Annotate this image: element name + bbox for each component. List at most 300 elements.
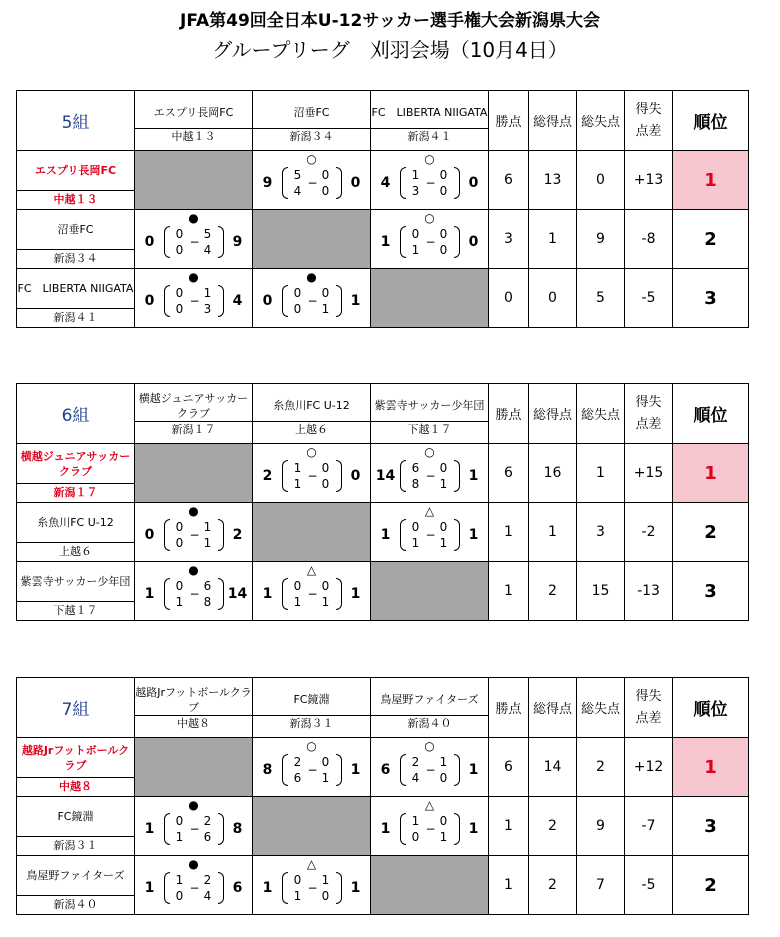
score-dash: −: [307, 587, 318, 601]
first-half-for: 2: [293, 755, 302, 769]
match-result: [135, 856, 252, 914]
result-mark: ○: [306, 445, 317, 459]
goals-against: 9: [577, 210, 625, 269]
goal-difference: -5: [625, 269, 673, 328]
score-line: [371, 753, 488, 787]
group-name: 5組: [17, 91, 135, 151]
half-scores: [164, 518, 224, 552]
second-half-for: 1: [293, 477, 302, 491]
result-mark: ○: [424, 152, 435, 166]
second-half-for: 0: [175, 243, 184, 257]
first-half-against: 0: [321, 286, 330, 300]
second-half-for: 1: [175, 595, 184, 609]
score-line: [371, 518, 488, 552]
score-for: 1: [380, 821, 391, 837]
column-team-name: 鳥屋野ファイターズ: [380, 693, 479, 706]
score-for: 1: [144, 586, 155, 602]
first-half-against: 0: [439, 461, 448, 475]
match-result-cell: [371, 503, 489, 562]
team-row: [17, 797, 749, 856]
column-team-seed: 中越１３: [135, 128, 252, 144]
result-mark: ●: [188, 270, 199, 284]
second-half-against: 1: [321, 595, 330, 609]
column-team-header: [253, 91, 371, 151]
team-row: [17, 856, 749, 915]
first-half-for: 0: [293, 873, 302, 887]
header-goals-for: 総得点: [529, 91, 577, 151]
match-result-cell: [371, 444, 489, 503]
score-dash: −: [425, 763, 436, 777]
column-team-name: 糸魚川FC U-12: [273, 399, 350, 412]
row-team-name: 鳥屋野ファイターズ: [26, 869, 125, 882]
score-for: 14: [375, 468, 396, 484]
self-match-cell: [135, 738, 253, 797]
score-line: [371, 166, 488, 200]
self-match-cell: [371, 856, 489, 915]
goal-difference: +15: [625, 444, 673, 503]
match-result: [135, 503, 252, 561]
first-half-for: 0: [175, 286, 184, 300]
score-for: 0: [144, 234, 155, 250]
header-win-points: 勝点: [489, 384, 529, 444]
first-half-against: 0: [321, 579, 330, 593]
rank: 2: [673, 210, 749, 269]
goals-for: 2: [529, 562, 577, 621]
header-rank: 順位: [673, 91, 749, 151]
row-team-seed: 下越１７: [17, 601, 134, 620]
self-match-cell: [371, 269, 489, 328]
score-against: 1: [350, 880, 361, 896]
column-team-header: [135, 384, 253, 444]
match-result: [253, 738, 370, 796]
match-result: [371, 503, 488, 561]
self-match-cell: [253, 210, 371, 269]
first-half-for: 0: [411, 520, 420, 534]
score-for: 8: [262, 762, 273, 778]
win-points: 6: [489, 151, 529, 210]
first-half-against: 0: [439, 814, 448, 828]
score-against: 1: [468, 468, 479, 484]
score-line: [253, 284, 370, 318]
score-dash: −: [189, 587, 200, 601]
match-result: [253, 444, 370, 502]
score-line: [135, 284, 252, 318]
match-result: [135, 210, 252, 268]
row-team-seed: 新潟３４: [17, 249, 134, 268]
first-half-against: 2: [203, 814, 212, 828]
result-mark: △: [424, 504, 435, 518]
row-team-cell: [17, 210, 135, 269]
goal-difference: +12: [625, 738, 673, 797]
second-half-against: 1: [203, 536, 212, 550]
second-half-against: 1: [321, 302, 330, 316]
header-rank: 順位: [673, 384, 749, 444]
header-goals-against: 総失点: [577, 678, 625, 738]
second-half-against: 1: [439, 536, 448, 550]
result-mark: ○: [306, 739, 317, 753]
match-result-cell: [253, 444, 371, 503]
column-team-seed: 新潟１７: [135, 421, 252, 437]
score-against: 14: [227, 586, 248, 602]
match-result: [371, 444, 488, 502]
score-against: 2: [232, 527, 243, 543]
first-half-for: 1: [293, 461, 302, 475]
second-half-for: 0: [175, 302, 184, 316]
half-scores: [282, 871, 342, 905]
half-scores: [164, 284, 224, 318]
first-half-against: 0: [321, 755, 330, 769]
first-half-for: 5: [293, 168, 302, 182]
header-goals-for: 総得点: [529, 678, 577, 738]
first-half-against: 0: [321, 168, 330, 182]
first-half-for: 1: [411, 168, 420, 182]
row-team-name: エスプリ長岡FC: [34, 164, 117, 177]
match-result: [253, 562, 370, 620]
half-scores: [400, 753, 460, 787]
match-result-cell: [135, 797, 253, 856]
column-team-name: 越路Jrフットボールクラブ: [135, 685, 252, 714]
second-half-for: 0: [411, 830, 420, 844]
rank: 3: [673, 269, 749, 328]
half-scores: [400, 459, 460, 493]
row-team-name: 紫雲寺サッカー少年団: [20, 575, 131, 588]
row-team-name: 沼垂FC: [57, 223, 94, 236]
first-half-against: 2: [203, 873, 212, 887]
score-for: 1: [380, 527, 391, 543]
goals-against: 2: [577, 738, 625, 797]
header-goals-against: 総失点: [577, 91, 625, 151]
row-team-cell: [17, 738, 135, 797]
score-dash: −: [425, 235, 436, 249]
win-points: 1: [489, 856, 529, 915]
match-result-cell: [253, 856, 371, 915]
row-team-name: FC鏡淵: [57, 810, 94, 823]
column-team-name: 横越ジュニアサッカークラブ: [138, 391, 249, 420]
second-half-against: 0: [439, 771, 448, 785]
first-half-against: 1: [203, 286, 212, 300]
win-points: 1: [489, 797, 529, 856]
score-against: 0: [350, 175, 361, 191]
score-against: 1: [350, 762, 361, 778]
self-match-cell: [135, 444, 253, 503]
header-goals-against: 総失点: [577, 384, 625, 444]
self-match-cell: [253, 797, 371, 856]
group-name: 6組: [17, 384, 135, 444]
match-result: [135, 269, 252, 327]
match-result: [371, 210, 488, 268]
goals-for: 1: [529, 503, 577, 562]
first-half-for: 0: [175, 814, 184, 828]
row-team-seed: 新潟３１: [17, 836, 134, 855]
half-scores: [164, 225, 224, 259]
second-half-against: 4: [203, 889, 212, 903]
score-for: 0: [144, 527, 155, 543]
score-for: 1: [144, 880, 155, 896]
half-scores: [282, 166, 342, 200]
goal-difference: -13: [625, 562, 673, 621]
row-team-name: 横越ジュニアサッカークラブ: [20, 449, 131, 478]
second-half-against: 6: [203, 830, 212, 844]
column-team-name: FC鏡淵: [293, 693, 330, 706]
first-half-against: 0: [439, 520, 448, 534]
column-team-header: [371, 384, 489, 444]
goals-against: 5: [577, 269, 625, 328]
team-row: [17, 151, 749, 210]
first-half-for: 1: [175, 873, 184, 887]
second-half-for: 4: [293, 184, 302, 198]
score-dash: −: [307, 294, 318, 308]
row-team-seed: 中越１３: [17, 190, 134, 209]
score-for: 1: [144, 821, 155, 837]
second-half-against: 0: [439, 243, 448, 257]
first-half-against: 0: [439, 227, 448, 241]
row-team-cell: [17, 269, 135, 328]
first-half-against: 1: [439, 755, 448, 769]
first-half-for: 0: [175, 227, 184, 241]
column-team-seed: 上越６: [253, 421, 370, 437]
score-for: 4: [380, 175, 391, 191]
result-mark: ●: [188, 798, 199, 812]
second-half-for: 0: [175, 889, 184, 903]
score-against: 0: [468, 175, 479, 191]
page-subtitle: グループリーグ 刈羽会場（10月4日）: [212, 38, 568, 62]
goal-difference: +13: [625, 151, 673, 210]
score-dash: −: [189, 235, 200, 249]
goal-difference: -5: [625, 856, 673, 915]
row-team-seed: 上越６: [17, 542, 134, 561]
column-team-name: エスプリ長岡FC: [153, 106, 234, 119]
second-half-against: 1: [439, 830, 448, 844]
goals-for: 14: [529, 738, 577, 797]
score-dash: −: [425, 822, 436, 836]
row-team-cell: [17, 856, 135, 915]
result-mark: △: [306, 563, 317, 577]
self-match-cell: [135, 151, 253, 210]
score-against: 8: [232, 821, 243, 837]
row-team-cell: [17, 151, 135, 210]
score-line: [253, 577, 370, 611]
score-line: [135, 577, 252, 611]
column-team-seed: 新潟４０: [371, 715, 488, 731]
group-table: [16, 677, 749, 915]
score-dash: −: [189, 881, 200, 895]
win-points: 1: [489, 503, 529, 562]
win-points: 3: [489, 210, 529, 269]
header-win-points: 勝点: [489, 91, 529, 151]
score-against: 9: [232, 234, 243, 250]
team-row: [17, 210, 749, 269]
header-goal-difference: 得失点差: [625, 678, 673, 738]
first-half-against: 1: [321, 873, 330, 887]
column-team-header: [135, 91, 253, 151]
match-result: [253, 856, 370, 914]
score-line: [371, 225, 488, 259]
second-half-against: 0: [439, 184, 448, 198]
team-row: [17, 503, 749, 562]
team-row: [17, 738, 749, 797]
page-title: JFA第49回全日本U-12サッカー選手権大会新潟県大会: [180, 11, 600, 31]
first-half-for: 0: [293, 286, 302, 300]
score-against: 1: [350, 293, 361, 309]
score-for: 1: [262, 880, 273, 896]
column-team-seed: 新潟４１: [371, 128, 488, 144]
match-result: [371, 151, 488, 209]
goals-for: 1: [529, 210, 577, 269]
match-result: [253, 269, 370, 327]
match-result-cell: [371, 151, 489, 210]
match-result: [135, 562, 252, 620]
result-mark: △: [306, 857, 317, 871]
match-result-cell: [135, 269, 253, 328]
self-match-cell: [253, 503, 371, 562]
match-result: [135, 797, 252, 855]
first-half-for: 6: [411, 461, 420, 475]
row-team-cell: [17, 444, 135, 503]
rank: 2: [673, 503, 749, 562]
second-half-for: 0: [175, 536, 184, 550]
score-line: [135, 225, 252, 259]
column-team-header: [253, 678, 371, 738]
win-points: 6: [489, 738, 529, 797]
score-against: 1: [468, 821, 479, 837]
goals-against: 1: [577, 444, 625, 503]
second-half-for: 3: [411, 184, 420, 198]
group-table: [16, 383, 749, 621]
first-half-for: 0: [411, 227, 420, 241]
goals-for: 2: [529, 856, 577, 915]
score-for: 6: [380, 762, 391, 778]
match-result-cell: [135, 503, 253, 562]
score-against: 0: [468, 234, 479, 250]
half-scores: [400, 518, 460, 552]
first-half-for: 0: [175, 520, 184, 534]
self-match-cell: [371, 562, 489, 621]
score-line: [371, 459, 488, 493]
score-for: 2: [262, 468, 273, 484]
goals-against: 9: [577, 797, 625, 856]
column-team-name: FC LIBERTA NIIGATA: [371, 106, 488, 119]
column-team-seed: 下越１７: [371, 421, 488, 437]
score-for: 9: [262, 175, 273, 191]
second-half-for: 0: [293, 302, 302, 316]
rank: 3: [673, 562, 749, 621]
goals-for: 2: [529, 797, 577, 856]
goals-against: 15: [577, 562, 625, 621]
score-dash: −: [189, 528, 200, 542]
rank: 1: [673, 151, 749, 210]
half-scores: [164, 871, 224, 905]
match-result-cell: [253, 269, 371, 328]
second-half-for: 6: [293, 771, 302, 785]
result-mark: ●: [306, 270, 317, 284]
team-row: [17, 562, 749, 621]
score-dash: −: [425, 176, 436, 190]
row-team-cell: [17, 562, 135, 621]
second-half-for: 1: [293, 595, 302, 609]
score-against: 6: [232, 880, 243, 896]
group-name: 7組: [17, 678, 135, 738]
half-scores: [282, 753, 342, 787]
half-scores: [164, 812, 224, 846]
result-mark: △: [424, 798, 435, 812]
win-points: 1: [489, 562, 529, 621]
half-scores: [282, 459, 342, 493]
match-result-cell: [135, 856, 253, 915]
goals-against: 0: [577, 151, 625, 210]
column-team-name: 紫雲寺サッカー少年団: [374, 399, 485, 412]
goals-for: 0: [529, 269, 577, 328]
match-result: [253, 151, 370, 209]
match-result-cell: [253, 562, 371, 621]
score-against: 1: [468, 527, 479, 543]
score-line: [253, 459, 370, 493]
row-team-seed: 新潟４０: [17, 895, 134, 914]
result-mark: ●: [188, 211, 199, 225]
half-scores: [400, 812, 460, 846]
group-table: [16, 90, 749, 328]
score-dash: −: [307, 469, 318, 483]
score-for: 1: [262, 586, 273, 602]
score-line: [135, 812, 252, 846]
team-row: [17, 269, 749, 328]
column-team-header: [135, 678, 253, 738]
result-mark: ○: [424, 739, 435, 753]
second-half-against: 0: [321, 477, 330, 491]
second-half-for: 8: [411, 477, 420, 491]
second-half-against: 8: [203, 595, 212, 609]
result-mark: ●: [188, 563, 199, 577]
first-half-for: 1: [411, 814, 420, 828]
score-line: [371, 812, 488, 846]
match-result-cell: [253, 738, 371, 797]
rank: 2: [673, 856, 749, 915]
half-scores: [282, 577, 342, 611]
row-team-seed: 新潟４１: [17, 308, 134, 327]
score-dash: −: [307, 881, 318, 895]
first-half-against: 0: [439, 168, 448, 182]
row-team-cell: [17, 503, 135, 562]
result-mark: ○: [424, 211, 435, 225]
rank: 1: [673, 444, 749, 503]
row-team-name: 越路Jrフットボールクラブ: [21, 743, 130, 772]
score-dash: −: [189, 294, 200, 308]
row-team-seed: 中越８: [17, 777, 134, 796]
match-result-cell: [371, 738, 489, 797]
score-line: [253, 166, 370, 200]
goal-difference: -7: [625, 797, 673, 856]
result-mark: ○: [424, 445, 435, 459]
rank: 1: [673, 738, 749, 797]
score-line: [253, 871, 370, 905]
first-half-against: 0: [321, 461, 330, 475]
second-half-for: 4: [411, 771, 420, 785]
second-half-against: 3: [203, 302, 212, 316]
first-half-for: 2: [411, 755, 420, 769]
half-scores: [400, 225, 460, 259]
column-team-header: [253, 384, 371, 444]
half-scores: [282, 284, 342, 318]
second-half-for: 1: [411, 536, 420, 550]
first-half-against: 1: [203, 520, 212, 534]
second-half-for: 1: [293, 889, 302, 903]
first-half-against: 6: [203, 579, 212, 593]
goals-for: 13: [529, 151, 577, 210]
first-half-for: 0: [175, 579, 184, 593]
second-half-against: 0: [321, 889, 330, 903]
row-team-cell: [17, 797, 135, 856]
result-mark: ●: [188, 857, 199, 871]
score-dash: −: [307, 176, 318, 190]
